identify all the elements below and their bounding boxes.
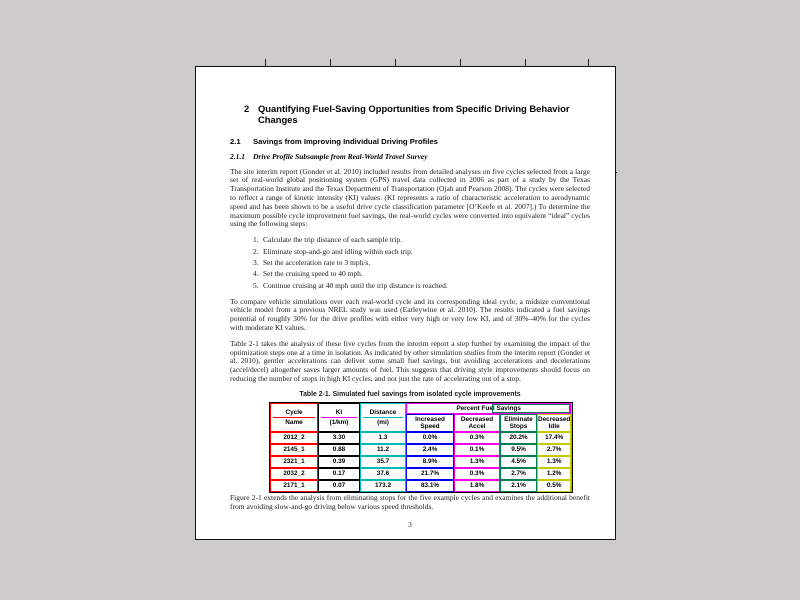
paragraph-comparison: To compare vehicle simulations over each real-world cycle and its corresponding ideal cycle, a midsize conventional vehicle model from a previous NREL study was used (Earleywine et al. 2010). The results indicated a fuel savings potential of roughly 30% for the drive profiles with either very high or very low KI, and of 30%–40% for the cycles with moderate KI values. [230,296,590,332]
cell-ki: 0.17 [318,468,360,480]
cell-distance: 11.2 [360,444,406,456]
page-number: 3 [408,520,412,529]
list-item [253,282,590,291]
header-text: Name [285,418,303,426]
table-row [270,432,571,444]
subsubsection-title: Drive Profile Subsample from Real-World Travel Survey [253,151,428,161]
table-row [270,480,571,492]
table-row [270,444,571,456]
results-table-frame [270,403,572,492]
header-divider [321,417,357,418]
table-row [270,468,571,480]
cell-decreased-idle: 0.5% [537,480,571,492]
col-header-decreased-accel [454,414,500,432]
col-header-eliminate-stops [500,414,537,432]
header-text: Idle [548,422,560,430]
cell-decreased-accel: 1.8% [454,480,500,492]
cell-increased-speed: 83.1% [406,480,454,492]
cell-eliminate-stops: 20.2% [500,432,537,444]
cell-ki: 0.39 [318,456,360,468]
header-text: (1/km) [329,418,349,426]
cell-distance: 35.7 [360,456,406,468]
list-item-text: Calculate the trip distance of each sample trip. [263,235,403,245]
col-header-cycle-name [270,403,318,432]
cell-increased-speed: 2.4% [406,444,454,456]
cell-decreased-idle: 17.4% [537,432,571,444]
cell-eliminate-stops: 2.1% [500,480,537,492]
cell-decreased-accel: 1.3% [454,456,500,468]
table-header [270,403,571,432]
page-content [230,103,590,530]
list-item-number: 3. [253,257,259,267]
paragraph-figure-intro: Figure 2-1 extends the analysis from eliminating stops for the five example cycles and examines the additional benefit from avoiding slow-and-go driving below various speed thresholds. [230,493,590,512]
cell-decreased-idle: 2.7% [537,444,571,456]
cell-increased-speed: 8.9% [406,456,454,468]
cell-ki: 0.07 [318,480,360,492]
fuel-savings-table [270,403,571,492]
header-text: KI [335,408,343,416]
section-number: 2 [244,103,250,114]
cell-cycle-name: 2145_1 [270,444,318,456]
header-text: Eliminate [504,415,533,423]
cell-decreased-idle: 1.2% [537,468,571,480]
cell-increased-speed: 0.0% [406,432,454,444]
list-item [253,259,590,268]
paragraph-intro: The site interim report (Gonder et al. 2010) included results from detailed analyses on five cycles selected from a large set of real-world global positioning system (GPS) travel data collected in 2006 as part of a study by the Texas Transportation Institute and the Texas Department of Transportation (Ojah and Pearson 2008). The cycles were selected to reflect a range of kinetic intensity (KI) values. (KI represents a ratio of characteristic acceleration to aerodynamic speed and has been shown to be a useful drive cycle classification parameter [O’Keefe et al. 2007].) To determine the maximum possible cycle improvement fuel savings, the real-world cycles were converted into equivalent “ideal” cycles using the following steps: [230,166,590,229]
list-item-number: 5. [253,280,259,290]
section-heading [244,103,590,125]
list-item-number: 4. [253,269,259,279]
list-item [253,270,590,279]
table-body [270,432,571,492]
cell-ki: 3.30 [318,432,360,444]
cell-eliminate-stops: 4.5% [500,456,537,468]
cell-eliminate-stops: 9.5% [500,444,537,456]
table-row [270,456,571,468]
list-item-text: Set the cruising speed to 40 mph. [263,269,363,279]
header-divider [273,417,315,418]
cell-distance: 173.2 [360,480,406,492]
header-text: Distance [369,408,397,416]
cell-cycle-name: 2012_2 [270,432,318,444]
cell-decreased-accel: 0.1% [454,444,500,456]
list-item-text: Set the acceleration rate to 3 mph/s. [263,257,371,267]
header-text: (mi) [377,418,389,426]
col-header-increased-speed [406,414,454,432]
cell-decreased-idle: 1.3% [537,456,571,468]
header-text: Cycle [285,408,303,416]
subsubsection-heading [230,153,590,162]
cell-distance: 1.3 [360,432,406,444]
col-header-ki [318,403,360,432]
section-title: Quantifying Fuel-Saving Opportunities from Specific Driving Behavior Changes [258,103,570,125]
header-text: Accel [468,422,486,430]
header-text: Increased [415,415,445,423]
list-item [253,248,590,257]
subsection-title: Savings from Improving Individual Driving Profiles [253,137,438,146]
subsubsection-number: 2.1.1 [230,151,245,161]
cell-cycle-name: 2032_2 [270,468,318,480]
paragraph-table-discussion: Table 2-1 takes the analysis of these five cycles from the interim report a step further by examining the impact of the optimization steps one at a time in isolation. As indicated by other simulation studies from the interim report (Gonder et al. 2010), gentler accelerations can deliver some small fuel savings, but avoiding accelerations and decelerations (accel/decel) altogether saves larger amounts of fuel. This suggests that driving style improvements should focus on reducing the number of stops in high KI cycles, and not just the rate of accelerating out of a stop. [230,338,590,383]
cell-eliminate-stops: 2.7% [500,468,537,480]
col-header-distance [360,403,406,432]
cell-distance: 37.6 [360,468,406,480]
col-header-percent-fuel-savings: Percent Fuel Savings [406,403,571,414]
list-item [253,236,590,245]
document-page [195,66,616,540]
list-item-number: 2. [253,246,259,256]
header-text: Stops [509,422,528,430]
subsection-heading [230,138,590,147]
cell-cycle-name: 2171_1 [270,480,318,492]
header-text: Decreased [460,415,494,423]
header-text: Speed [420,422,440,430]
col-header-decreased-idle [537,414,571,432]
subsection-number: 2.1 [230,137,241,146]
table-caption: Table 2-1. Simulated fuel savings from isolated cycle improvements [299,390,521,398]
list-item-number: 1. [253,235,259,245]
cell-decreased-accel: 0.3% [454,468,500,480]
list-item-text: Continue cruising at 40 mph until the trip distance is reached. [263,280,448,290]
header-text: Decreased [538,415,571,423]
cell-decreased-accel: 0.3% [454,432,500,444]
header-divider [363,417,403,418]
cell-cycle-name: 2321_1 [270,456,318,468]
numbered-step-list [253,236,590,290]
cell-increased-speed: 21.7% [406,468,454,480]
list-item-text: Eliminate stop-and-go and idling within each trip. [263,246,413,256]
cell-ki: 0.88 [318,444,360,456]
